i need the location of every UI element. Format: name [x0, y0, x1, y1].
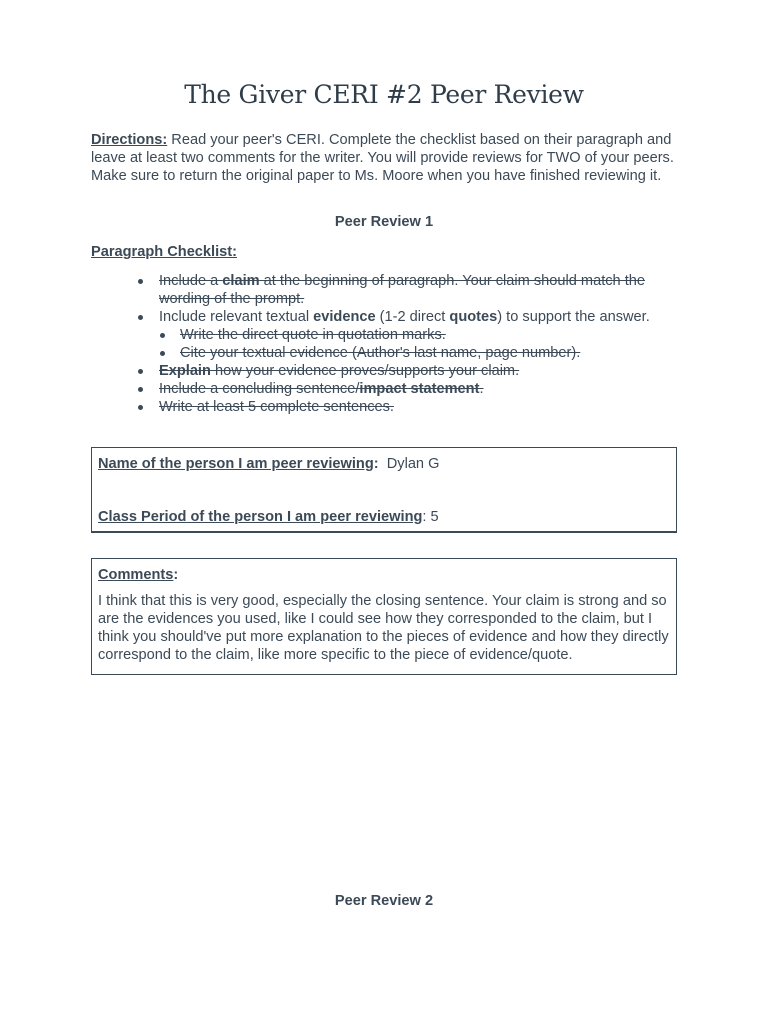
page-title: The Giver CERI #2 Peer Review	[184, 80, 584, 109]
checklist-item-explain: Explain how your evidence proves/supports your claim.	[91, 362, 683, 380]
comments-box: Comments: I think that this is very good, especially the closing sentence. Your claim is strong and so are the evidences you used, like I could see how they corresponded to the claim, but I think you should've put more explanation to the pieces of evidence and how they directly correspond to the claim, like more specific to the piece of evidence/quote.	[91, 558, 677, 675]
reviewee-name-label: Name of the person I am peer reviewing	[98, 456, 374, 472]
reviewee-info-box	[91, 447, 677, 533]
directions-label: Directions:	[91, 132, 168, 148]
directions-paragraph	[91, 131, 683, 185]
peer-review-2-heading: Peer Review 2	[334, 893, 434, 909]
reviewee-name-value: Dylan G	[386, 456, 440, 472]
reviewee-period-row	[98, 509, 439, 525]
checklist-label: Paragraph Checklist:	[91, 244, 237, 260]
checklist-item-evidence: Include relevant textual evidence (1-2 direct quotes) to support the answer.	[91, 308, 683, 326]
reviewee-name-row: Name of the person I am peer reviewing: Dylan G	[98, 456, 440, 472]
checklist-item-sentences: Write at least 5 complete sentences.	[91, 398, 683, 416]
comments-text: I think that this is very good, especially the closing sentence. Your claim is strong and so are the evidences you used, like I could see how they corresponded to the claim, but I think you should've put more explanation to the pieces of evidence and how they directly correspond to the claim, like more specific to the piece of evidence/quote.	[98, 593, 669, 663]
checklist-item-claim: Include a claim at the beginning of paragraph. Your claim should match the wording of the prompt.	[91, 272, 683, 308]
checklist-subitem-cite: Cite your textual evidence (Author's last name, page number).	[91, 344, 683, 362]
checklist-item-concluding: Include a concluding sentence/impact statement.	[91, 380, 683, 398]
comments-label: Comments	[98, 567, 174, 583]
paragraph-checklist	[91, 272, 683, 416]
peer-review-1-heading: Peer Review 1	[334, 214, 434, 230]
reviewee-period-value: : 5	[422, 509, 439, 525]
directions-text: Read your peer's CERI. Complete the checklist based on their paragraph and leave at least two comments for the writer. You will provide reviews for TWO of your peers. Make sure to return the original paper to Ms. Moore when you have finished reviewing it.	[91, 132, 674, 184]
reviewee-period-label: Class Period of the person I am peer reviewing	[98, 509, 423, 525]
checklist-subitem-quote-marks: Write the direct quote in quotation marks.	[91, 326, 683, 344]
